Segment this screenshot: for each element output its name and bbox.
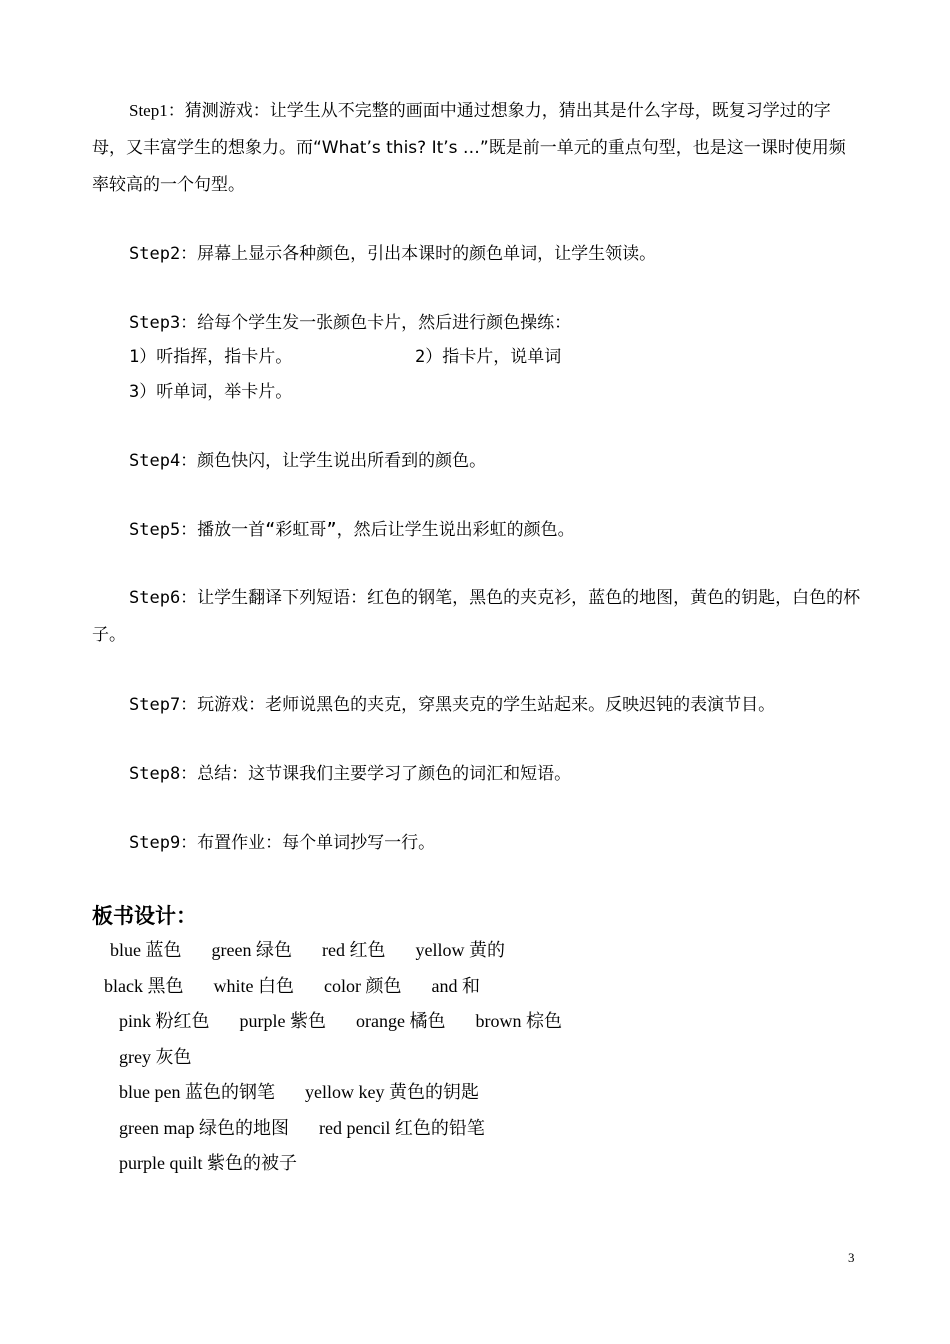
board-word: red pencil 红色的铅笔 (318, 1118, 485, 1138)
step1-label: Step1 (129, 101, 168, 120)
step2-text: Step2：屏幕上显示各种颜色，引出本课时的颜色单词，让学生领读。 (129, 244, 657, 264)
board-word: color 颜色 (323, 976, 402, 996)
board-word: white 白色 (213, 976, 294, 996)
step9-text: Step9：布置作业：每个单词抄写一行。 (129, 833, 436, 853)
board-word: yellow key 黄色的钥匙 (304, 1082, 479, 1102)
board-word: yellow 黄的 (415, 940, 505, 960)
step4-text: Step4：颜色快闪，让学生说出所看到的颜色。 (129, 451, 487, 471)
step3-text: Step3：给每个学生发一张颜色卡片，然后进行颜色操练： (129, 313, 572, 333)
board-word: purple quilt 紫色的被子 (119, 1153, 297, 1173)
board-word: grey 灰色 (119, 1047, 192, 1067)
page-number: 3 (848, 1250, 855, 1265)
board-row-4 (119, 1043, 221, 1069)
board-row-1 (110, 936, 535, 962)
board-word: green 绿色 (211, 940, 292, 960)
step6-text: Step6：让学生翻译下列短语：红色的钢笔，黑色的夹克衫，蓝色的地图，黄色的钥匙，白色的杯子。 (92, 588, 861, 645)
board-row-6 (119, 1114, 515, 1140)
board-word: blue 蓝色 (110, 940, 182, 960)
step1-paragraph (92, 92, 862, 204)
step1-text: ：猜测游戏：让学生从不完整的画面中通过想象力，猜出其是什么字母，既复习学过的字母，又丰富学生的想象力。而“What’s this? It’s …”既是前一单元的重点句型，也是这一课时使用频率较高的一个句型。 (92, 101, 846, 195)
board-design-heading: 板书设计： (92, 904, 197, 928)
board-word: black 黑色 (104, 976, 184, 996)
step8-text: Step8：总结：这节课我们主要学习了颜色的词汇和短语。 (129, 764, 572, 784)
step5-text: Step5：播放一首“彩虹哥”，然后让学生说出彩虹的颜色。 (129, 520, 575, 540)
board-word: orange 橘色 (356, 1011, 446, 1031)
board-word: red 红色 (321, 940, 386, 960)
board-word: blue pen 蓝色的钢笔 (119, 1082, 275, 1102)
step3-item-1: 1）听指挥，指卡片。 (129, 347, 293, 367)
board-row-7 (119, 1149, 327, 1175)
step3-item-2: 2）指卡片，说单词 (415, 347, 562, 367)
board-word: brown 棕色 (475, 1011, 562, 1031)
board-row-2 (104, 972, 510, 998)
step7-text: Step7：玩游戏：老师说黑色的夹克，穿黑夹克的学生站起来。反映迟钝的表演节目。 (129, 695, 776, 715)
step3-item-3: 3）听单词，举卡片。 (129, 382, 293, 402)
board-word: green map 绿色的地图 (119, 1118, 289, 1138)
board-word: purple 紫色 (239, 1011, 326, 1031)
board-row-5 (119, 1078, 509, 1104)
board-word: pink 粉红色 (119, 1011, 210, 1031)
board-word: and 和 (431, 976, 480, 996)
board-row-3 (119, 1007, 592, 1033)
